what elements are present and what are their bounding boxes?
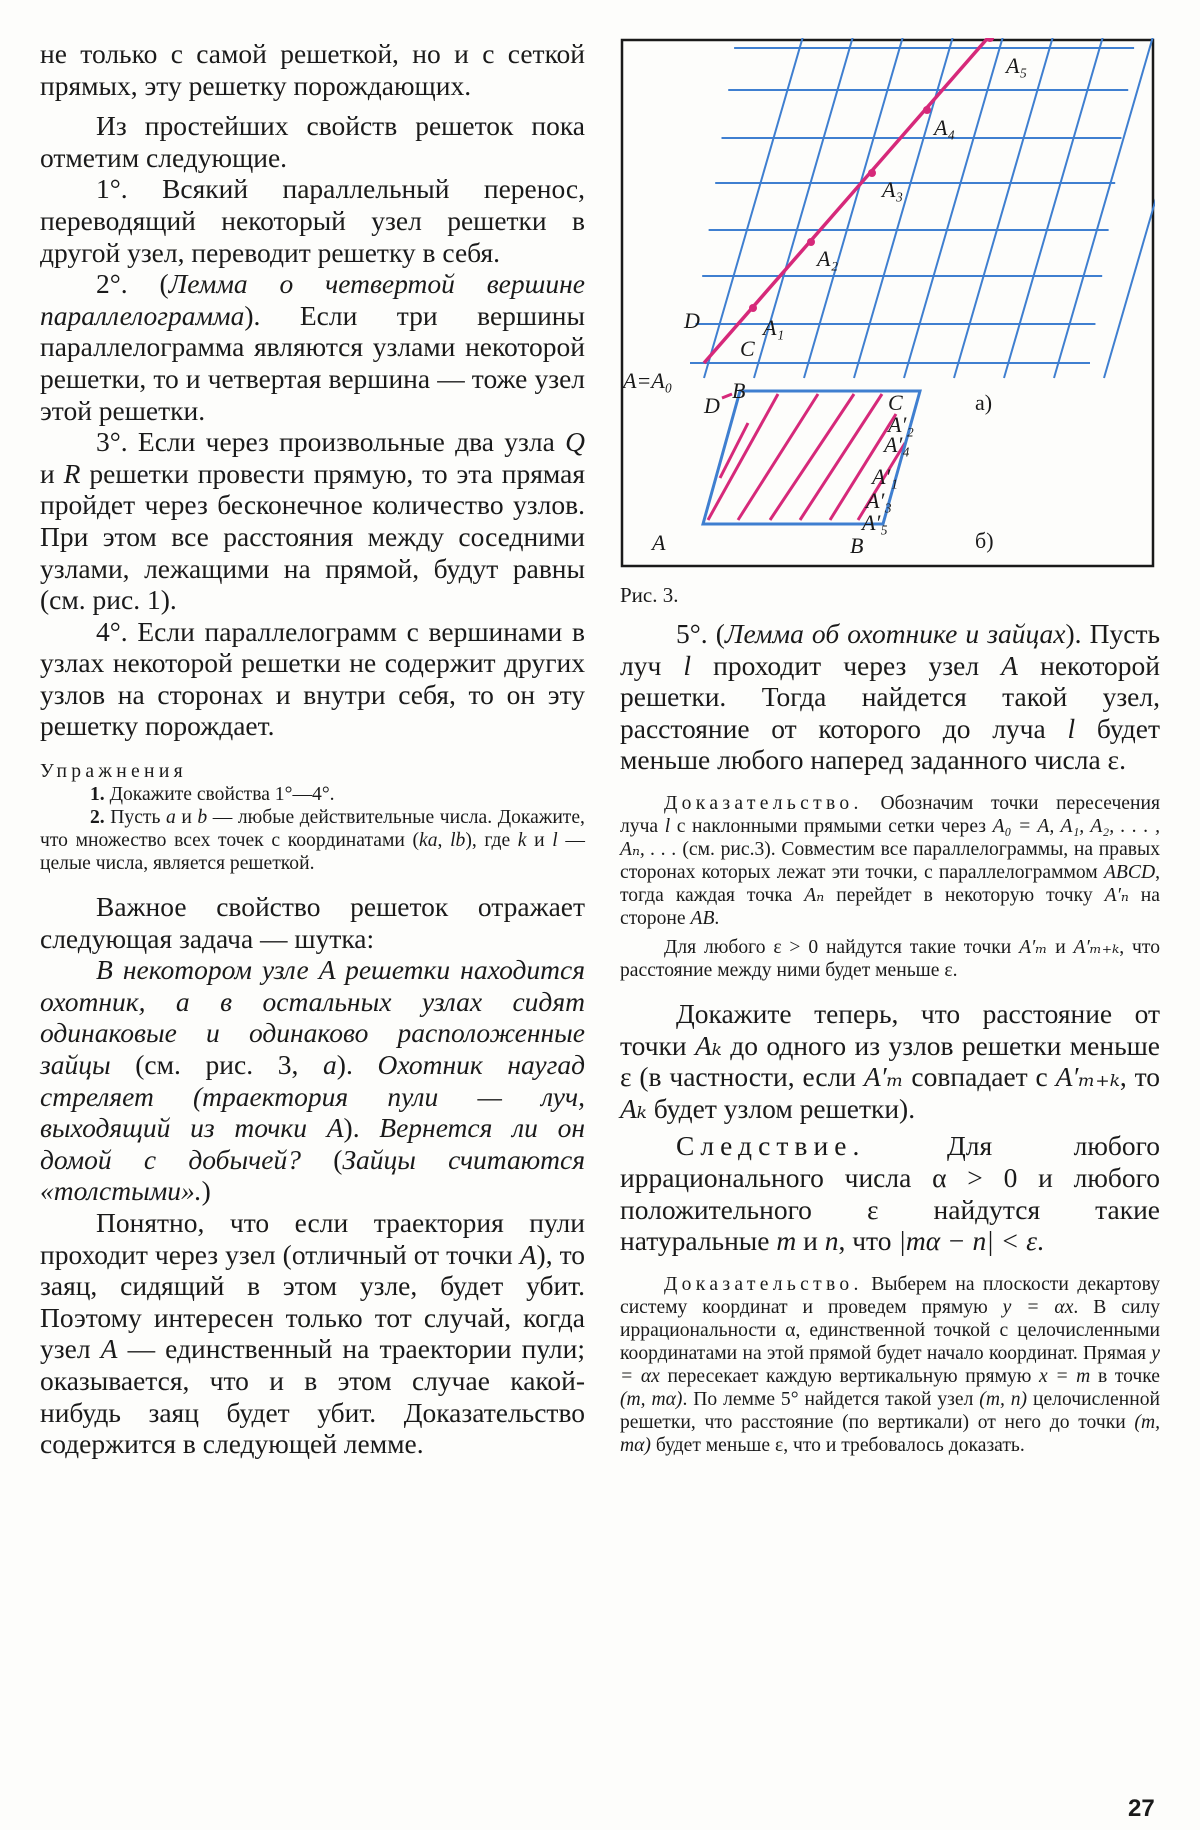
proof-text: . По лемме 5° найдется такой узел (682, 1388, 980, 1410)
var-am-prime: A′ₘ (1019, 936, 1048, 958)
point: (m, n) (979, 1388, 1028, 1410)
label-a2-prime: A′₂ (888, 412, 914, 437)
task-text: ). (336, 1049, 378, 1081)
proof-text: будет меньше ε, что и требовалось доказать. (650, 1434, 1025, 1456)
var-an: Aₙ (804, 884, 825, 906)
proof-text: перейдет в некоторую точку (824, 884, 1105, 906)
exercises (40, 760, 585, 875)
var-ka: ka (419, 830, 438, 852)
proof-text: . (714, 907, 720, 929)
paragraph-intro: не только с самой решеткой, но и с сеткой прямых, эту решетку порождающих. (40, 38, 585, 101)
explanation-text: Понятно, что если траектория пули проходит через узел (отличный от точки (40, 1207, 585, 1270)
label-a1: A₁ (763, 315, 785, 340)
var-m: m (776, 1225, 797, 1257)
property-4: 4°. Если параллелограмм с вершинами в узлах некоторой решетки не содержит других узлов на сторонах и внутри себя, то он эту решетку порождает. (40, 615, 585, 742)
proof-text: на стороне (620, 884, 1160, 929)
var-r: R (63, 457, 81, 489)
var-l: l (1067, 712, 1076, 744)
label-a3-prime: A′₃ (866, 488, 892, 513)
var-ak: Aₖ (695, 1029, 722, 1061)
lemma-text: будет меньше любого наперед заданного числа ε. (620, 712, 1161, 776)
hatch-line (738, 394, 818, 520)
corollary-text: Для любого иррационального числа α > 0 и любого положительного ε найдутся такие натуральные (620, 1130, 1160, 1257)
lemma-title: Лемма об охотнике и зайцах (724, 618, 1066, 649)
label-a5-prime: A′₅ (862, 510, 888, 535)
label-a0: A=A₀ (623, 368, 673, 393)
var-l: l (683, 649, 692, 681)
lattice-grid (690, 38, 1155, 378)
var-an-prime: A′ₙ (1104, 884, 1129, 906)
equation: y = αx (1002, 1296, 1074, 1318)
point-a2 (807, 238, 815, 246)
point-a1 (749, 304, 757, 312)
task-text: ). (343, 1112, 380, 1144)
var-lb: lb (450, 830, 466, 852)
proof-text: , тогда каждая точка (620, 861, 1160, 906)
var-l: l (552, 830, 558, 852)
var-q: Q (565, 426, 585, 458)
exercise-text: Пусть (104, 807, 166, 829)
task-text: ) (201, 1175, 211, 1207)
label-b: B (732, 378, 746, 403)
property-2-number: 2°. ( (96, 268, 169, 300)
paragraph-important-property: Важное свойство решеток отражает следующая задача — шутка: (40, 891, 585, 954)
point: (m, mα) (620, 1411, 1160, 1456)
proof-label: Доказательство. (664, 1273, 863, 1295)
proof-text: Выберем на плоскости декартову систему координат и проведем прямую (620, 1273, 1160, 1318)
paragraph-hunter-task (40, 954, 585, 1207)
inequality: |mα − n| < ε (898, 1225, 1037, 1257)
figure-3-diagram (620, 38, 1155, 568)
label-a-bottom: A (652, 530, 666, 555)
paragraph-explanation (40, 1207, 585, 1460)
label-c-bottom: C (888, 390, 903, 415)
label-c: C (740, 336, 755, 361)
label-a5: A₅ (1006, 53, 1028, 78)
point-sequence: A₀ = A, A₁, A₂, . . . , Aₙ, . . . (620, 815, 1160, 860)
proof-text: целочисленной решетки, что расстояние (по вертикали) от него до точки (620, 1388, 1161, 1433)
property-3 (40, 426, 585, 616)
task-text: (см. рис. 3, (110, 1049, 324, 1081)
proof-1 (620, 792, 1160, 930)
exercise-text: — любые действительные числа. Докажите, что множество всех точек с координатами ( (40, 807, 585, 852)
corollary-label: Следствие. (676, 1130, 866, 1162)
conj: и (1047, 936, 1074, 958)
property-1: 1°. Всякий параллельный перенос, переводящий некоторый узел решетки в другой узел, переводит решетку в себя. (40, 173, 585, 268)
var-am-prime: A′ₘ (863, 1061, 904, 1093)
property-2 (40, 268, 585, 426)
exercise-number: 1. (90, 784, 105, 806)
proof-text: в точке (1090, 1365, 1161, 1387)
label-a2: A₂ (817, 246, 839, 271)
exercise-number: 2. (90, 807, 105, 829)
var-amk-prime: A′ₘ₊ₖ (1055, 1061, 1120, 1093)
exercise-text: ), где (465, 830, 518, 852)
comma: , (437, 830, 451, 852)
var-A: A (1001, 649, 1018, 681)
var-A: A (326, 1112, 344, 1144)
fig-ref-a: а (323, 1049, 337, 1081)
left-column (40, 38, 585, 1460)
var-A: A (100, 1333, 118, 1365)
exercise-2 (40, 806, 585, 875)
exercise-1 (40, 783, 585, 806)
property-3-text: 3°. Если через произвольные два узла (96, 426, 566, 458)
text: будет узлом решетки). (646, 1092, 916, 1124)
exercise-text: — целые числа, является решеткой. (40, 830, 585, 875)
label-a1-prime: A′₁ (872, 464, 898, 489)
proof-text: Для любого ε > 0 найдутся такие точки (664, 936, 1020, 958)
label-a4-prime: A′₄ (884, 432, 910, 457)
figure-3 (620, 38, 1155, 568)
property-3-text-end: решетки провести прямую, то эта прямая пройдет через бесконечное количество узлов. При этом все расстояния между соседними узлами, лежащими на прямой, будут равны (см. рис. 1). (40, 457, 585, 616)
proof-text: Обозначим точки пересечения луча (620, 792, 1160, 837)
proof-label: Доказательство. (664, 792, 863, 814)
explanation-text: — единственный на траектории пули; оказывается, что и в этом случае какой-нибудь заяц будет убит. Доказательство содержится в следующей лемме. (40, 1333, 586, 1460)
lemma-text: некоторой решетки. Тогда найдется такой узел, расстояние от которого до луча (620, 649, 1160, 744)
right-column (620, 38, 1160, 1457)
point-a3 (868, 169, 876, 177)
task-text: ( (300, 1143, 343, 1175)
lemma-number: 5°. ( (676, 618, 725, 649)
label-part-b: б) (975, 528, 994, 553)
lemma-5 (620, 618, 1160, 776)
exercise-text: Докажите свойства 1°—4°. (104, 784, 335, 806)
var-a: a (165, 807, 176, 829)
text: до одного из узлов решетки меньше ε (в частности, если (620, 1029, 1160, 1093)
text: Докажите теперь, что расстояние от точки (620, 997, 1160, 1061)
proof-text: (см. рис.3). Совместим все параллелограммы, на правых сторонах которых лежат эти точки, с параллелограммом (620, 838, 1160, 883)
conj: и (526, 830, 553, 852)
page-number: 27 (1128, 1795, 1155, 1822)
figure-caption: Рис. 3. (620, 583, 679, 607)
hatch-line (722, 394, 732, 398)
task-text-italic: Охотник наугад стреляет (траектория пули — луч, выходящий из точки (40, 1049, 585, 1144)
lemma-text: ). Пусть луч (620, 618, 1160, 681)
task-question: Вернется ли он домой с добычей? (40, 1112, 585, 1175)
label-b-bottom: B (850, 533, 864, 558)
point-a5 (986, 38, 994, 42)
conj: и (40, 457, 64, 489)
property-2-text: ). Если три вершины параллелограмма являются узлами некоторой решетки, то и четвертая вершина — тоже узел этой решетки. (40, 299, 585, 426)
text: совпадает с (903, 1061, 1056, 1093)
proof-2 (620, 936, 1160, 982)
var-abcd: ABCD (1103, 861, 1156, 883)
equation: y = αx (620, 1342, 1160, 1387)
var-k: k (517, 830, 527, 852)
point: (m, mα) (620, 1388, 683, 1410)
var-b: b (197, 807, 208, 829)
explanation-text: ), то заяц, сидящий в этом узле, будет убит. Поэтому интересен только тот случай, когда узел (40, 1238, 585, 1365)
label-d-bottom: D (704, 393, 720, 418)
corollary-text: . (1036, 1225, 1044, 1257)
var-A: A (519, 1238, 537, 1270)
lemma-text: проходит через узел (691, 649, 1002, 681)
proof-text: пересекает каждую вертикальную прямую (659, 1365, 1040, 1387)
conj: и (796, 1225, 825, 1257)
exercises-list (40, 783, 585, 875)
text: , то (1119, 1061, 1160, 1093)
task-text-italic: В некотором узле A решетки находится охотник, а в остальных узлах сидят одинаковые и одинаково расположенные зайцы (40, 954, 585, 1081)
label-part-a: а) (975, 390, 993, 415)
point-a4 (923, 106, 931, 114)
proof-text: с наклонными прямыми сетки через (670, 815, 993, 837)
var-amk-prime: A′ₘ₊ₖ (1073, 936, 1120, 958)
label-a3: A₃ (882, 177, 904, 202)
corollary-text: , что (838, 1225, 899, 1257)
paragraph-properties-intro: Из простейших свойств решеток пока отметим следующие. (40, 110, 585, 173)
proof-3 (620, 1273, 1160, 1457)
corollary (620, 1130, 1160, 1256)
var-l: l (664, 815, 671, 837)
proof-text: , что расстояние между ними будет меньше ε. (620, 936, 1160, 981)
conj: и (175, 807, 198, 829)
var-n: n (824, 1225, 839, 1257)
label-d: D (684, 308, 700, 333)
task-note: Зайцы считаются «толстыми». (40, 1143, 585, 1207)
label-a4: A₄ (934, 115, 956, 140)
exercises-title: Упражнения (40, 761, 187, 783)
var-ab: AB (690, 907, 715, 929)
proof-text: . В силу иррациональности α, единственной точкой с целочисленными координатами на этой прямой будет начало координат. Прямая (620, 1296, 1160, 1364)
var-ak: Aₖ (620, 1092, 647, 1124)
paragraph-prove-now (620, 998, 1160, 1124)
equation: x = m (1039, 1365, 1091, 1387)
property-2-title: Лемма о четвертой вершине параллелограмма (40, 268, 585, 331)
